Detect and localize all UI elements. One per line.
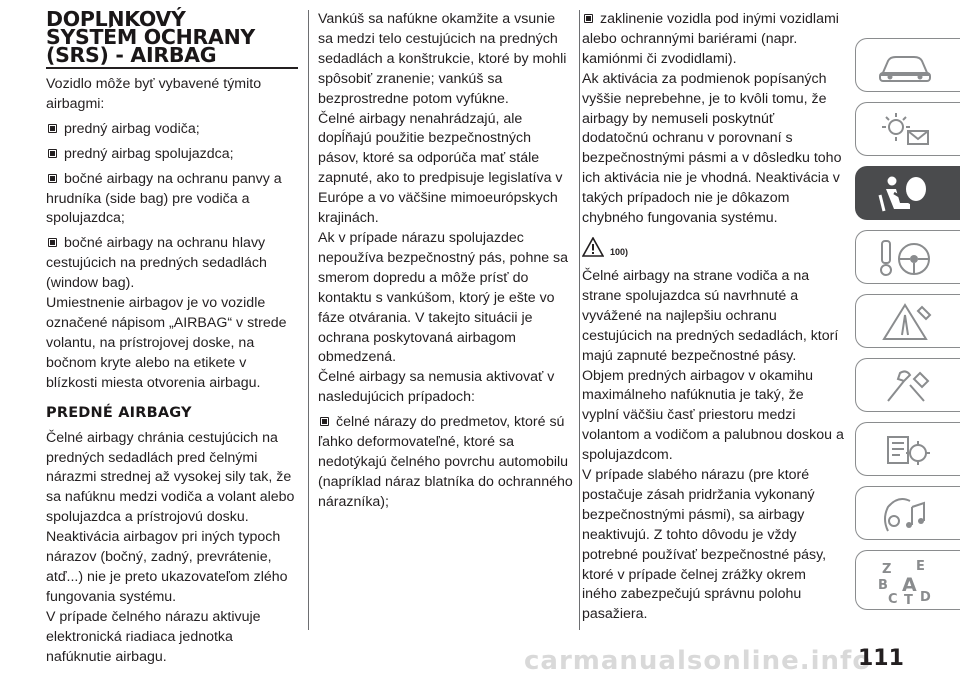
- list-item: [46, 145, 301, 165]
- bullet-icon: [48, 149, 57, 158]
- paragraph: Objem predných airbagov v okamihu maximálneho nafúknutia je taký, že vyplní väčšiu časť priestoru medzi volantom a vodičom a palubnou doskou a spolujazdcom.: [582, 367, 844, 464]
- steering-wheel-key-icon: [874, 237, 936, 279]
- title-line-3: (SRS) - AIRBAG: [46, 43, 217, 67]
- chapter-tabs: [855, 38, 960, 610]
- bullet-icon: [48, 174, 57, 183]
- bullet-icon: [584, 14, 593, 23]
- index-letter: D: [920, 590, 931, 605]
- warning-reference: [582, 237, 844, 261]
- paragraph: Ak v prípade nárazu spolujazdec nepoužíva bezpečnostný pás, pohne sa smerom dopredu a môže prísť do kontaktu s vankúšom, ktorý je ešte vo fáze otvárania. V takejto situácii je ochrana poskytovaná airbagom obmedzená.: [318, 229, 569, 366]
- paragraph: Čelné airbagy na strane vodiča a na strane spolujazdca sú navrhnuté a vyvážené na najlepšiu ochranu cestujúcich na predných sedadlách, ktorí majú zapnuté bezpečnostné pásy.: [582, 267, 839, 364]
- warning-note-number[interactable]: 100): [610, 246, 629, 257]
- bullet-icon: [48, 238, 57, 247]
- warning-lights-icon: [874, 109, 936, 151]
- index-letter: T: [904, 593, 913, 605]
- paragraph: Vankúš sa nafúkne okamžite a vsunie sa medzi telo cestujúcich na predných sedadlách a konštrukcie, ktoré by mohli spôsobiť zranenie; vankúš sa bezprostredne potom vyfúkne.: [318, 11, 567, 107]
- tab-emergency[interactable]: [855, 294, 960, 348]
- column-3: [582, 10, 844, 625]
- airbag-seat-icon: [874, 173, 936, 215]
- title-line-2: SYSTÉM OCHRANY: [46, 25, 255, 49]
- index-letter: A: [902, 574, 917, 596]
- technical-data-icon: [874, 429, 936, 471]
- title-line-1: DOPLNKOVÝ: [46, 7, 186, 31]
- watermark: carmanualsonline.info: [524, 646, 872, 676]
- tab-index[interactable]: [855, 550, 960, 610]
- road-emergency-icon: [874, 301, 936, 343]
- column-divider: [579, 10, 580, 630]
- column-2: [318, 10, 573, 513]
- tab-technical-data[interactable]: [855, 422, 960, 476]
- index-letter: C: [888, 592, 898, 605]
- paragraph: Čelné airbagy nenahrádzajú, ale dopĺňajú použitie bezpečnostných pásov, ktoré sa odporúča mať stále zapnuté, ako to predpisuje legislatíva v Európe a vo väčšine mimoeurópskych krajinách.: [318, 110, 563, 227]
- tab-starting-driving[interactable]: [855, 230, 960, 284]
- warning-triangle-icon: [582, 237, 604, 257]
- index-letter: Z: [882, 562, 892, 577]
- page-number: 111: [858, 646, 904, 671]
- list-item-text: čelné nárazy do predmetov, ktoré sú ľahko deformovateľné, ktoré sa nedotýkajú čelného povrchu automobilu (napríklad náraz blatníka do ochranného nárazníka);: [318, 414, 573, 510]
- tab-multimedia[interactable]: [855, 486, 960, 540]
- subheading: PREDNÉ AIRBAGY: [46, 404, 192, 421]
- intro-paragraph: Vozidlo môže byť vybavené týmito airbagmi:: [46, 76, 262, 112]
- front-airbag-paragraph-1: Čelné airbagy chránia cestujúcich na predných sedadlách pred čelnými nárazmi strednej až vysokej sily tak, že sa nafúknu medzi vodiča a volant alebo spolujazdca a prístrojovú dosku.: [46, 429, 295, 526]
- front-airbag-paragraph-3: V prípade čelného nárazu aktivuje elektronická riadiaca jednotka nafúknutie airbagu.: [46, 608, 261, 665]
- list-item-text: predný airbag spolujazdca;: [64, 145, 234, 162]
- paragraph: Čelné airbagy sa nemusia aktivovať v nasledujúcich prípadoch:: [318, 369, 555, 406]
- column-1: [46, 7, 301, 667]
- index-letter: B: [878, 578, 888, 593]
- bullet-icon: [48, 124, 57, 133]
- maintenance-tools-icon: [874, 365, 936, 407]
- tab-maintenance[interactable]: [855, 358, 960, 412]
- tab-car-dashboard[interactable]: [855, 38, 960, 92]
- section-title: [46, 7, 301, 67]
- list-item: [46, 170, 301, 230]
- list-item: [582, 10, 844, 70]
- list-item-text: predný airbag vodiča;: [64, 120, 200, 137]
- list-item: [46, 234, 301, 294]
- multimedia-icon: [874, 493, 936, 535]
- tab-airbag-safety[interactable]: [855, 166, 960, 220]
- list-item: [318, 413, 573, 513]
- car-dashboard-icon: [874, 45, 936, 87]
- list-item-text: bočné airbagy na ochranu hlavy cestujúcich na predných sedadlách (window bag).: [46, 235, 267, 292]
- location-paragraph: Umiestnenie airbagov je vo vozidle označené nápisom „AIRBAG“ v strede volantu, na prístrojovej doske, na bočnom kryte alebo na etikete v blízkosti miesta otvorenia airbagu.: [46, 295, 287, 391]
- list-item: [46, 120, 301, 140]
- tab-warning-lights[interactable]: [855, 102, 960, 156]
- paragraph: V prípade slabého nárazu (pre ktoré postačuje zásah pridržania vykonaný bezpečnostnými pásmi), sa airbagy neaktivujú. Z tohto dôvodu je vždy potrebné používať bezpečnostné pásy, ktoré v prípade čelnej zrážky okrem iného zabezpečujú správnu polohu pasažiera.: [582, 467, 827, 623]
- list-item-text: bočné airbagy na ochranu panvy a hrudníka (side bag) pre vodiča a spolujazdca;: [46, 170, 282, 227]
- index-letter: E: [916, 559, 925, 574]
- bullet-icon: [320, 417, 329, 426]
- alphabetical-index-icon: [874, 557, 936, 605]
- title-underline: [46, 67, 298, 69]
- list-item-text: zaklinenie vozidla pod inými vozidlami alebo ochrannými bariérami (napr. kamiónmi či zvodidlami).: [582, 11, 839, 67]
- column-divider: [308, 10, 309, 630]
- front-airbag-paragraph-2: Neaktivácia airbagov pri iných typoch nárazov (bočný, zadný, prevrátenie, atď...) nie je preto ukazovateľom zlého fungovania systému.: [46, 529, 288, 605]
- paragraph: Ak aktivácia za podmienok popísaných vyššie neprebehne, je to kvôli tomu, že airbagy by nemuseli poskytnúť dodatočnú ochranu v porovnaní s bezpečnostnými pásmi a v dôsledku toho ich aktivácia nie je vhodná. Neaktivácia v takých prípadoch nie je dôkazom chybného fungovania systému.: [582, 70, 842, 227]
